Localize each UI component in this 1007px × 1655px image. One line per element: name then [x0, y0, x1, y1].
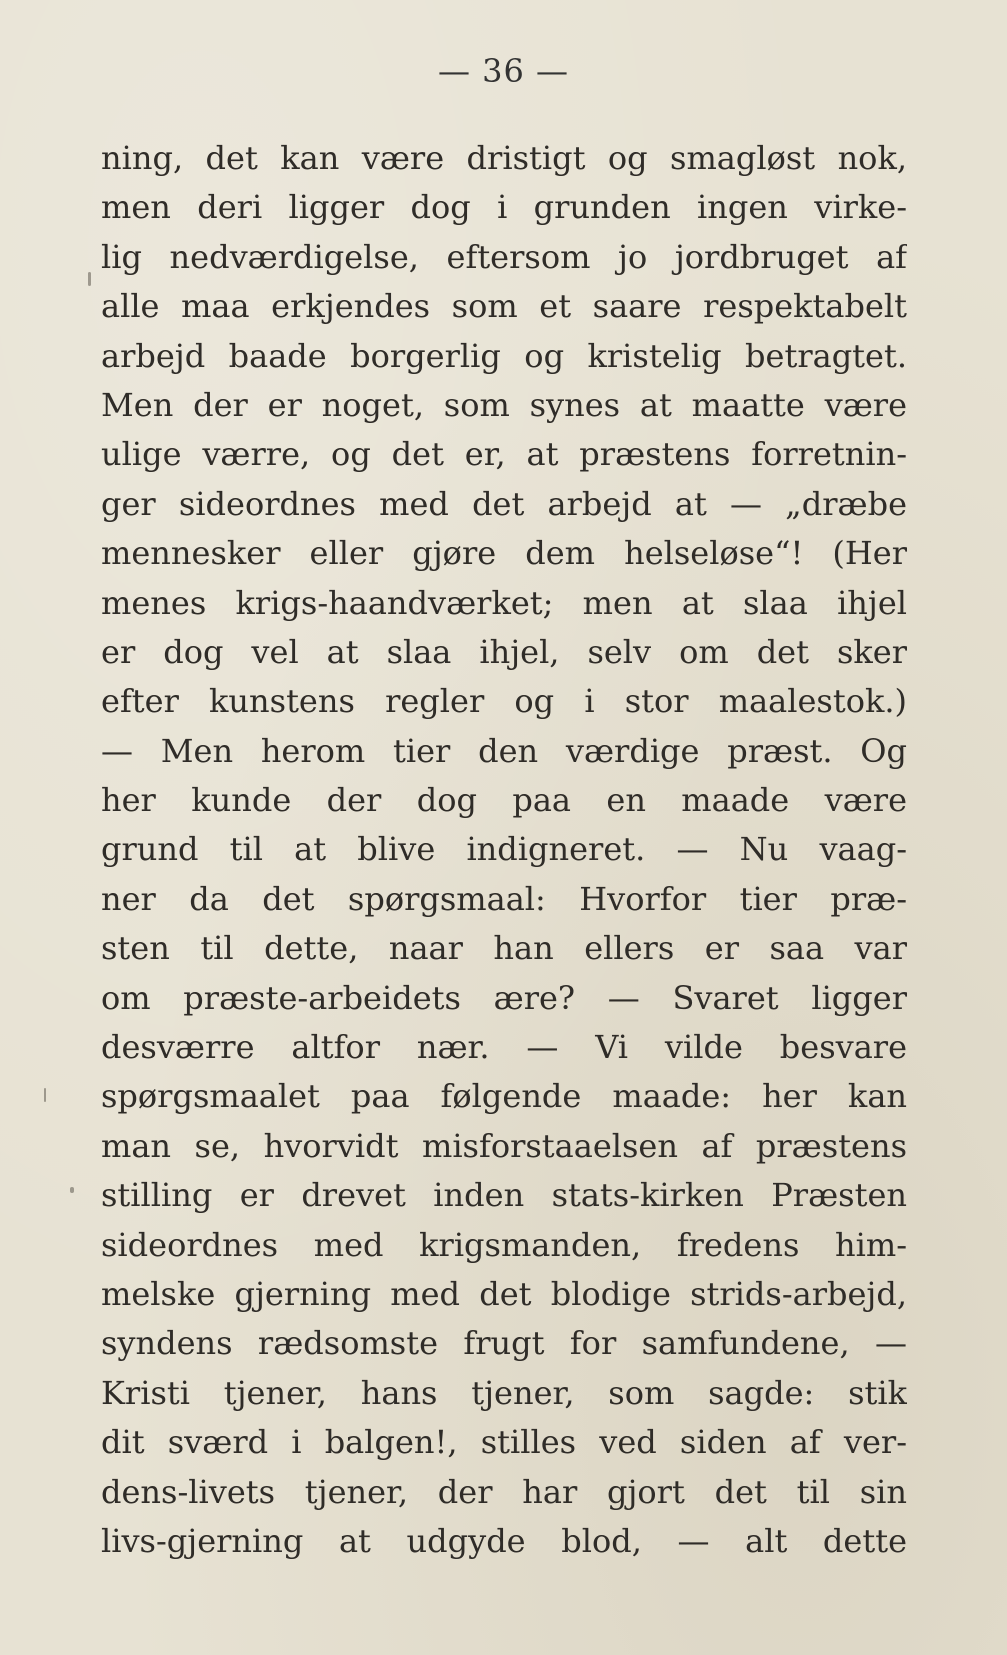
- text-line: dens-livets tjener, der har gjort det til sin: [101, 1472, 907, 1511]
- text-line: Kristi tjener, hans tjener, som sagde: stik: [101, 1373, 907, 1412]
- text-line: men deri ligger dog i grunden ingen virke-: [101, 188, 907, 227]
- text-line: desværre altfor nær. — Vi vilde besvare: [101, 1028, 907, 1067]
- text-line: — Men herom tier den værdige præst. Og: [101, 731, 907, 770]
- text-line: dit sværd i balgen!, stilles ved siden af ver-: [101, 1423, 907, 1462]
- body-text: [101, 134, 907, 1566]
- text-line: menes krigs-haandværket; men at slaa ihjel: [101, 583, 907, 622]
- text-line: man se, hvorvidt misforstaaelsen af præstens: [101, 1126, 907, 1165]
- text-line: alle maa erkjendes som et saare respektabelt: [101, 287, 907, 326]
- text-line: mennesker eller gjøre dem helseløse“! (Her: [101, 534, 907, 573]
- text-line: livs-gjerning at udgyde blod, — alt dette: [101, 1521, 907, 1560]
- text-line: Men der er noget, som synes at maatte være: [101, 385, 907, 424]
- text-line: ner da det spørgsmaal: Hvorfor tier præ-: [101, 879, 907, 918]
- text-line: spørgsmaalet paa følgende maade: her kan: [101, 1077, 907, 1116]
- text-line: stilling er drevet inden stats-kirken Præsten: [101, 1176, 907, 1215]
- page-number: — 36 —: [437, 52, 570, 90]
- text-line: arbejd baade borgerlig og kristelig betragtet.: [101, 336, 907, 375]
- text-line: ulige værre, og det er, at præstens forretnin-: [101, 435, 907, 474]
- text-line: sten til dette, naar han ellers er saa var: [101, 929, 907, 968]
- text-line: melske gjerning med det blodige strids-arbejd,: [101, 1274, 907, 1313]
- text-line: lig nedværdigelse, eftersom jo jordbruget af: [101, 237, 907, 276]
- paper-speck: [88, 272, 91, 286]
- paper-speck: [70, 1187, 74, 1193]
- text-line: grund til at blive indigneret. — Nu vaag-: [101, 830, 907, 869]
- text-line: syndens rædsomste frugt for samfundene, —: [101, 1324, 907, 1363]
- text-line: sideordnes med krigsmanden, fredens him-: [101, 1225, 907, 1264]
- text-line: ger sideordnes med det arbejd at — „dræbe: [101, 484, 907, 523]
- text-line: om præste-arbeidets ære? — Svaret ligger: [101, 978, 907, 1017]
- text-line: efter kunstens regler og i stor maalestok.): [101, 682, 907, 721]
- text-line: er dog vel at slaa ihjel, selv om det sker: [101, 632, 907, 671]
- text-line: ning, det kan være dristigt og smagløst nok,: [101, 139, 907, 177]
- text-line: her kunde der dog paa en maade være: [101, 781, 907, 820]
- paper-speck: [44, 1088, 46, 1102]
